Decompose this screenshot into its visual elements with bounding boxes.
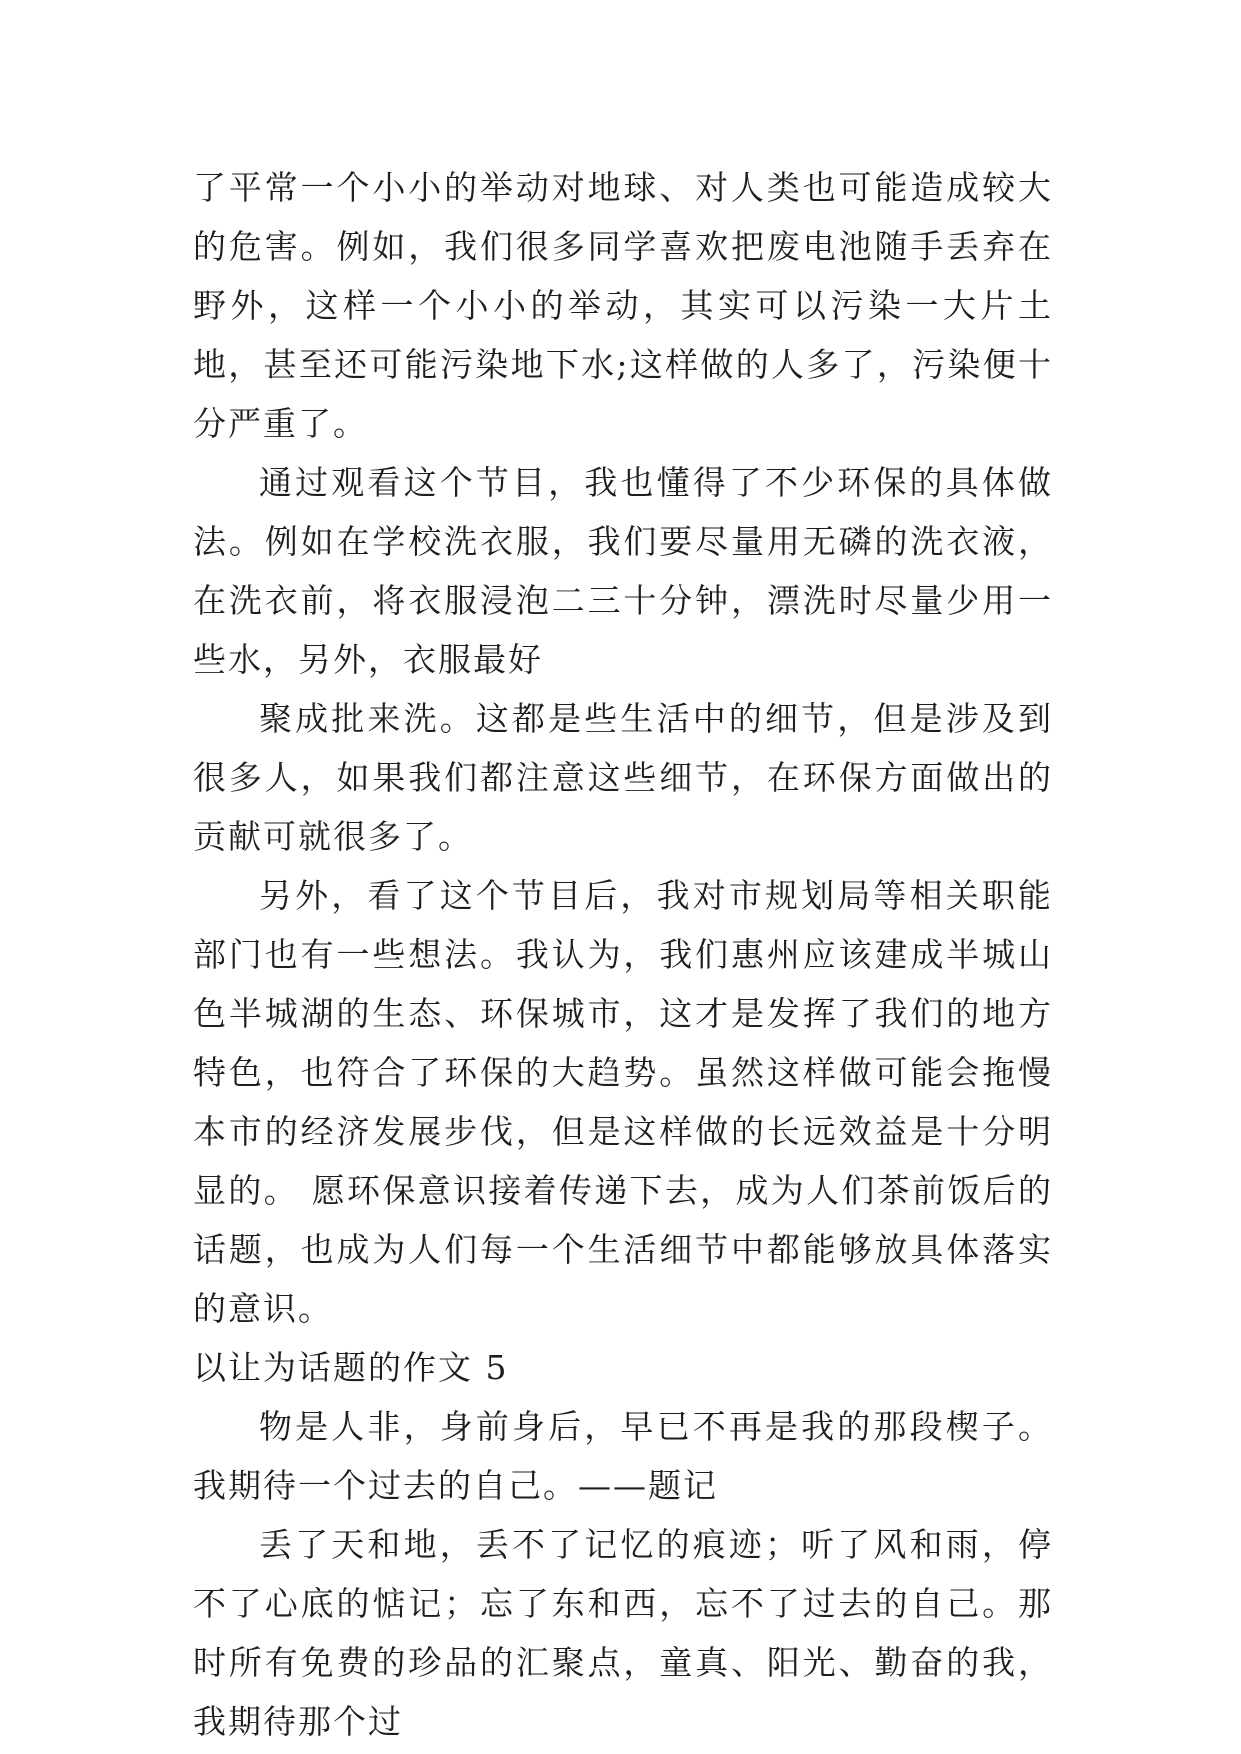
paragraph: 另外，看了这个节目后，我对市规划局等相关职能部门也有一些想法。我认为，我们惠州应该建成半城山色半城湖的生态、环保城市，这才是发挥了我们的地方特色，也符合了环保的大趋势。虽然这样做可能会拖慢本市的经济发展步伐，但是这样做的长远效益是十分明显的。 愿环保意识接着传递下去，成为人们茶前饭后的话题，也成为人们每一个生活细节中都能够放具体落实的意识。 bbox=[193, 876, 1053, 1328]
paragraph: 聚成批来洗。这都是些生活中的细节，但是涉及到很多人，如果我们都注意这些细节，在环保方面做出的贡献可就很多了。 bbox=[193, 699, 1053, 856]
document-body bbox=[193, 158, 1053, 1751]
section-heading: 以让为话题的作文 5 bbox=[193, 1348, 509, 1387]
paragraph: 了平常一个小小的举动对地球、对人类也可能造成较大的危害。例如，我们很多同学喜欢把废电池随手丢弃在野外，这样一个小小的举动，其实可以污染一大片土地，甚至还可能污染地下水;这样做的人多了，污染便十分严重了。 bbox=[193, 168, 1053, 443]
paragraph: 通过观看这个节目，我也懂得了不少环保的具体做法。例如在学校洗衣服，我们要尽量用无磷的洗衣液，在洗衣前，将衣服浸泡二三十分钟，漂洗时尽量少用一些水，另外，衣服最好 bbox=[193, 463, 1053, 679]
paragraph: 物是人非，身前身后，早已不再是我的那段楔子。我期待一个过去的自己。——题记 bbox=[193, 1407, 1053, 1505]
paragraph: 丢了天和地，丢不了记忆的痕迹；听了风和雨，停不了心底的惦记；忘了东和西，忘不了过去的自己。那时所有免费的珍品的汇聚点，童真、阳光、勤奋的我，我期待那个过 bbox=[193, 1525, 1053, 1741]
